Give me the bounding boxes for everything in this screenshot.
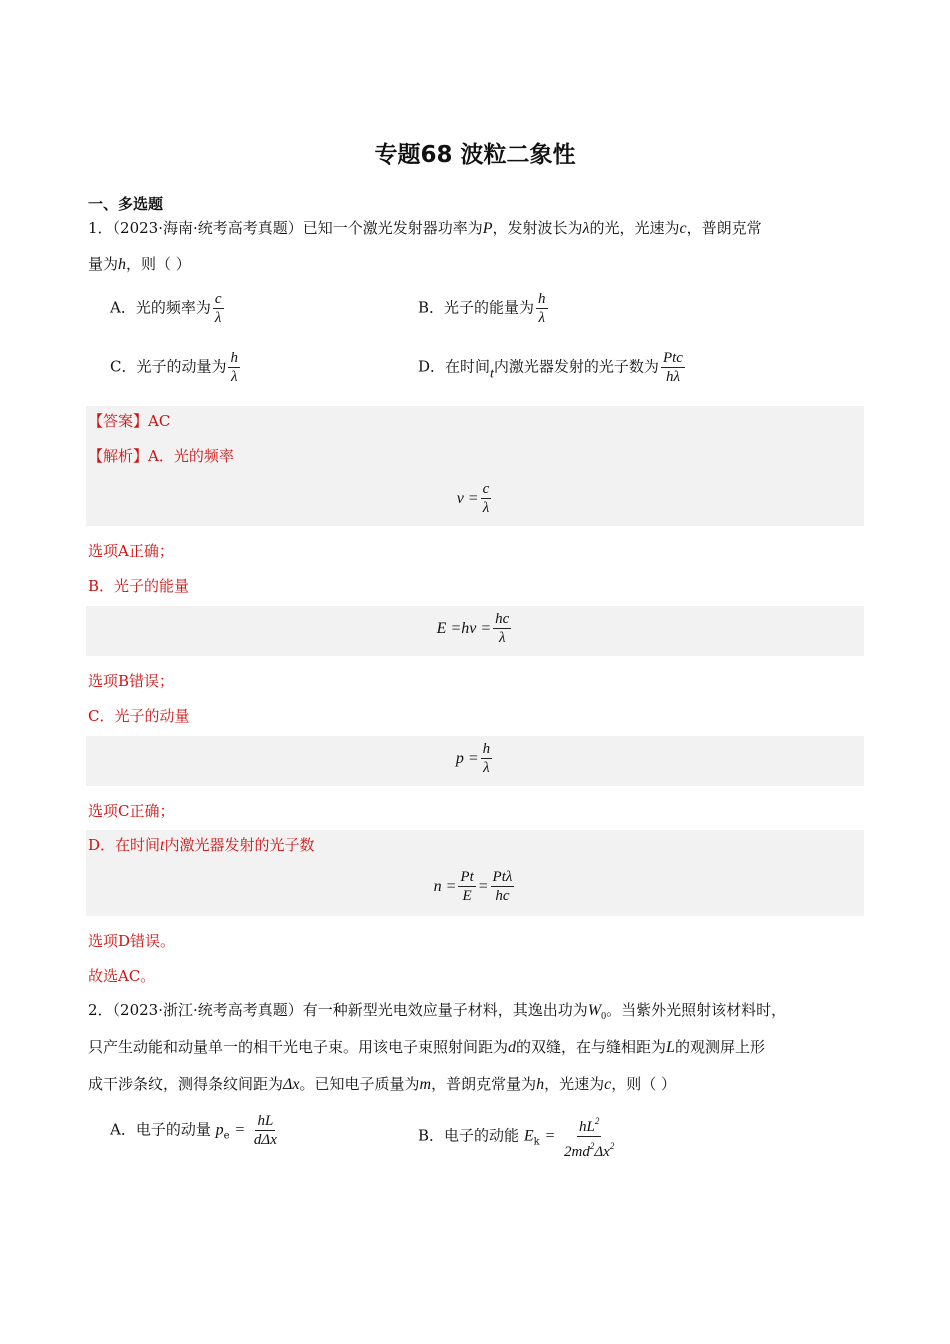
equation-frequency: ν = $\frac{c}{\lambda}$ bbox=[456, 481, 490, 516]
q2-line3: 成干涉条纹，测得条纹间距为Δx。已知电子质量为m，普朗克常量为h，光速为c，则（ ） bbox=[88, 1075, 677, 1093]
q1-line1: 1．（2023·海南·统考高考真题）已知一个激光发射器功率为P，发射波长为λ的光，光速为c，普朗克常 bbox=[88, 219, 762, 237]
conclusion-c: 选项C正确； bbox=[88, 802, 175, 820]
q2-line2: 只产生动能和动量单一的相干光电子束。用该电子束照射间距为d的双缝，在与缝相距为L的观测屏上形 bbox=[88, 1038, 765, 1056]
section-heading: 一、多选题 bbox=[88, 195, 164, 213]
answer-label: 【答案】AC bbox=[88, 412, 171, 430]
heading-c: C．光子的动量 bbox=[88, 707, 190, 725]
final-answer: 故选AC。 bbox=[88, 967, 156, 985]
q2-line1: 2．（2023·浙江·统考高考真题）有一种新型光电效应量子材料，其逸出功为$W_0$。当紫外光照射该材料时， bbox=[88, 1001, 787, 1022]
equation-photon-count: n = $\frac{Pt}{E}$ = $\frac{\text{Ptλ}}{hc}$ bbox=[433, 869, 513, 904]
q1-line2: 量为h，则（ ） bbox=[88, 255, 191, 273]
q1-option-a: A．光的频率为 $\frac{c}{\lambda}$ bbox=[110, 291, 222, 326]
conclusion-a: 选项A正确； bbox=[88, 542, 174, 560]
page-title: 专题68 波粒二象性 bbox=[374, 142, 576, 168]
heading-d: D．在时间t内激光器发射的光子数 bbox=[88, 836, 315, 854]
analysis-label: 【解析】A．光的频率 bbox=[88, 447, 234, 465]
heading-b: B．光子的能量 bbox=[88, 577, 190, 595]
conclusion-b: 选项B错误； bbox=[88, 672, 175, 690]
equation-momentum: p = $\frac{h}{\lambda}$ bbox=[455, 741, 491, 776]
conclusion-d: 选项D错误。 bbox=[88, 932, 176, 950]
q2-option-b: B．电子的动能 $E_k$ = $\frac{hL^2}{2md^2\Delta x^2}$ bbox=[418, 1112, 618, 1161]
equation-energy: E =hν = $\frac{hc}{\lambda}$ bbox=[436, 611, 510, 646]
q1-option-d: D．在时间t内激光器发射的光子数为 $\frac{\text{Ptc}}{h\lambda}$ bbox=[418, 350, 683, 385]
q1-option-b: B．光子的能量为 $\frac{h}{\lambda}$ bbox=[418, 291, 546, 326]
q1-option-c: C．光子的动量为 $\frac{h}{\lambda}$ bbox=[110, 350, 238, 385]
q2-option-a: A．电子的动量 $p_e$ = $\frac{hL}{\text{dΔx}}$ bbox=[110, 1113, 277, 1148]
